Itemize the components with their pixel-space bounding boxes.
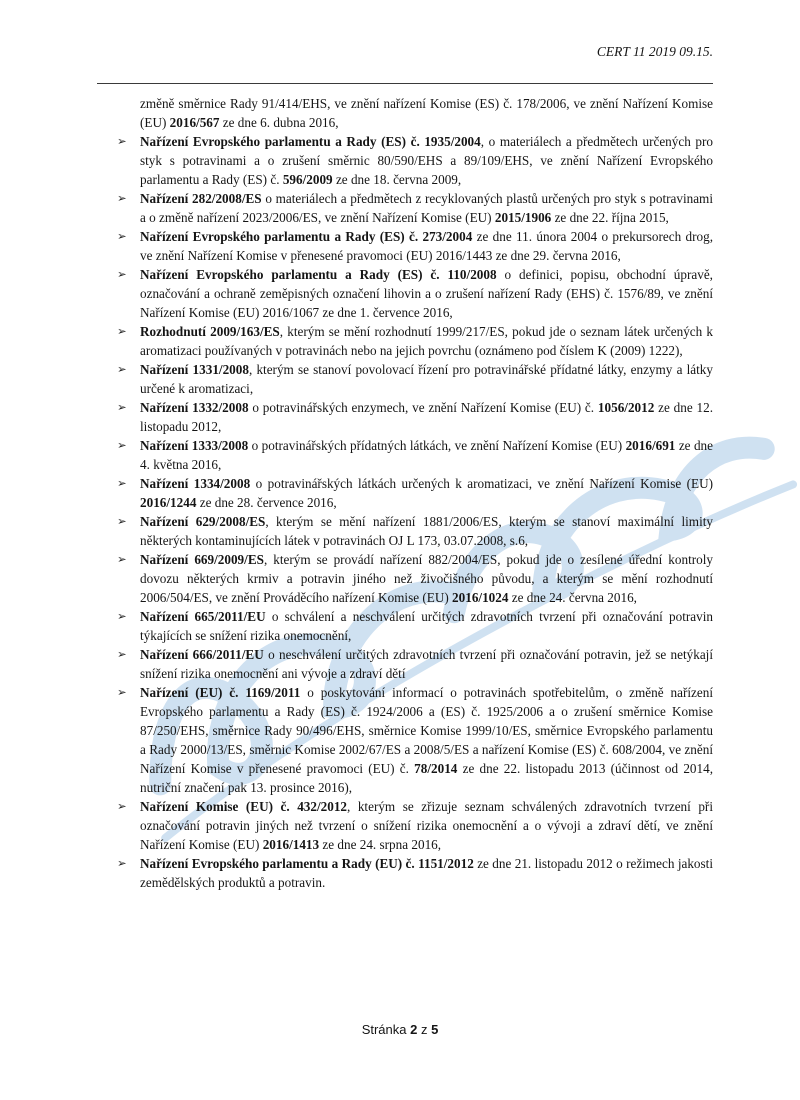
regulation-item — [97, 512, 713, 550]
arrow-bullet-icon: ➢ — [117, 191, 127, 205]
regulation-item — [97, 436, 713, 474]
regulation-item — [97, 227, 713, 265]
regulation-item — [97, 360, 713, 398]
page-number-label: Stránka 2 z 5 — [361, 1022, 439, 1037]
regulation-item — [97, 550, 713, 607]
page-footer — [0, 1022, 800, 1037]
arrow-bullet-icon: ➢ — [117, 134, 127, 148]
regulation-text: Nařízení 666/2011/EU o neschválení určitých zdravotních tvrzení při označování potravin, jež se netýkají snížení rizika onemocnění ani vývoje a zdraví dětí — [140, 647, 714, 681]
arrow-bullet-icon: ➢ — [117, 609, 127, 623]
arrow-bullet-icon: ➢ — [117, 647, 127, 661]
regulation-text: Nařízení Evropského parlamentu a Rady (ES) č. 273/2004 ze dne 11. února 2004 o prekursorech drog, ve znění Nařízení Komise v přenesené pravomoci (EU) 2016/1443 ze dne 29. června 2016, — [140, 229, 714, 263]
regulation-item — [97, 132, 713, 189]
regulation-text: Nařízení Evropského parlamentu a Rady (EU) č. 1151/2012 ze dne 21. listopadu 2012 o režimech jakosti zemědělských produktů a potravin. — [140, 856, 713, 890]
regulation-item — [97, 607, 713, 645]
regulation-item — [97, 797, 713, 854]
regulation-text: Nařízení 665/2011/EU o schválení a neschválení určitých zdravotních tvrzení při označování potravin týkajících se snížení rizika onemocnění, — [140, 609, 713, 643]
arrow-bullet-icon: ➢ — [117, 856, 127, 870]
regulation-item — [97, 474, 713, 512]
arrow-bullet-icon: ➢ — [117, 552, 127, 566]
regulation-text: Nařízení 1333/2008 o potravinářských přídatných látkách, ve znění Nařízení Komise (EU) 2016/691 ze dne 4. května 2016, — [140, 438, 713, 472]
regulation-text: Nařízení 669/2009/ES, kterým se provádí nařízení 882/2004/ES, pokud jde o zesílené úřední kontroly dovozu některých krmiv a potravin jiného než živočišného původu, a kterým se mění rozhodnutí 2006/504/ES, ve znění Prováděcího nařízení Komise (EU) 2016/1024 ze dne 24. června 2016, — [140, 552, 713, 605]
regulation-text: Nařízení 282/2008/ES o materiálech a předmětech z recyklovaných plastů určených pro styk s potravinami a o změně nařízení 2023/2006/ES, ve znění Nařízení Komise (EU) 2015/1906 ze dne 22. října 2015, — [140, 191, 713, 225]
arrow-bullet-icon: ➢ — [117, 685, 127, 699]
arrow-bullet-icon: ➢ — [117, 438, 127, 452]
document-body — [97, 94, 713, 892]
regulation-text: Nařízení 1331/2008, kterým se stanoví povolovací řízení pro potravinářské přídatné látky, enzymy a látky určené k aromatizaci, — [140, 362, 713, 396]
regulation-text: Nařízení Evropského parlamentu a Rady (ES) č. 110/2008 o definici, popisu, obchodní úpravě, označování a ochraně zeměpisných označení lihovin a o zrušení nařízení Rady (EHS) č. 1576/89, ve znění Nařízení Komise (EU) 2016/1067 ze dne 1. července 2016, — [140, 267, 713, 320]
arrow-bullet-icon: ➢ — [117, 267, 127, 281]
arrow-bullet-icon: ➢ — [117, 400, 127, 414]
arrow-bullet-icon: ➢ — [117, 476, 127, 490]
regulation-text: Nařízení Komise (EU) č. 432/2012, kterým se zřizuje seznam schválených zdravotních tvrzení při označování potravin jiných než tvrzení o snížení rizika onemocnění a o vývoji a zdraví dětí, ve znění Nařízení Komise (EU) 2016/1413 ze dne 24. srpna 2016, — [140, 799, 713, 852]
regulation-text: Nařízení 1332/2008 o potravinářských enzymech, ve znění Nařízení Komise (EU) č. 1056/2012 ze dne 12. listopadu 2012, — [140, 400, 713, 434]
header-divider — [97, 83, 713, 84]
arrow-bullet-icon: ➢ — [117, 324, 127, 338]
regulation-text: Nařízení 629/2008/ES, kterým se mění nařízení 1881/2006/ES, kterým se stanoví maximální limity některých kontaminujících látek v potravinách OJ L 173, 03.07.2008, s.6, — [140, 514, 713, 548]
regulation-item — [97, 645, 713, 683]
regulation-text: Nařízení 1334/2008 o potravinářských látkách určených k aromatizaci, ve znění Nařízení Komise (EU) 2016/1244 ze dne 28. července 2016, — [140, 476, 713, 510]
regulation-text: Nařízení Evropského parlamentu a Rady (ES) č. 1935/2004, o materiálech a předmětech určených pro styk s potravinami a o zrušení směrnic 80/590/EHS a 89/109/EHS, ve znění Nařízení Evropského parlamentu a Rady (ES) č. 596/2009 ze dne 18. června 2009, — [140, 134, 713, 187]
document-reference: CERT 11 2019 09.15. — [596, 44, 713, 59]
regulation-text: Rozhodnutí 2009/163/ES, kterým se mění rozhodnutí 1999/217/ES, pokud jde o seznam látek určených k aromatizaci používaných v potravinách nebo na jejich povrchu (oznámeno pod číslem K (2009) 1222), — [140, 324, 714, 358]
arrow-bullet-icon: ➢ — [117, 362, 127, 376]
regulation-item — [97, 683, 713, 797]
regulation-text: Nařízení (EU) č. 1169/2011 o poskytování informací o potravinách spotřebitelům, o změně nařízení Evropského parlamentu a Rady (ES) č. 1924/2006 a (ES) č. 1925/2006 a o zrušení směrnice Komise 87/250/EHS, směrnice Rady 90/496/EHS, směrnice Komise 1999/10/ES, směrnice Evropského parlamentu a Rady 2000/13/ES, směrnic Komise 2002/67/ES a 2008/5/ES a nařízení Komise (ES) č. 608/2004, ve znění Nařízení Komise v přenesené pravomoci (EU) č. 78/2014 ze dne 22. listopadu 2013 (účinnost od 2014, nutriční značení pak 13. prosince 2016), — [140, 685, 714, 795]
regulation-item — [97, 189, 713, 227]
regulation-item — [97, 265, 713, 322]
regulation-item — [97, 398, 713, 436]
regulation-item — [97, 854, 713, 892]
regulation-list — [97, 132, 713, 892]
regulation-item — [97, 322, 713, 360]
arrow-bullet-icon: ➢ — [117, 229, 127, 243]
arrow-bullet-icon: ➢ — [117, 514, 127, 528]
document-header — [597, 44, 713, 60]
arrow-bullet-icon: ➢ — [117, 799, 127, 813]
continuation-paragraph: změně směrnice Rady 91/414/EHS, ve znění nařízení Komise (ES) č. 178/2006, ve znění Nařízení Komise (EU) 2016/567 ze dne 6. dubna 2016, — [140, 96, 713, 130]
